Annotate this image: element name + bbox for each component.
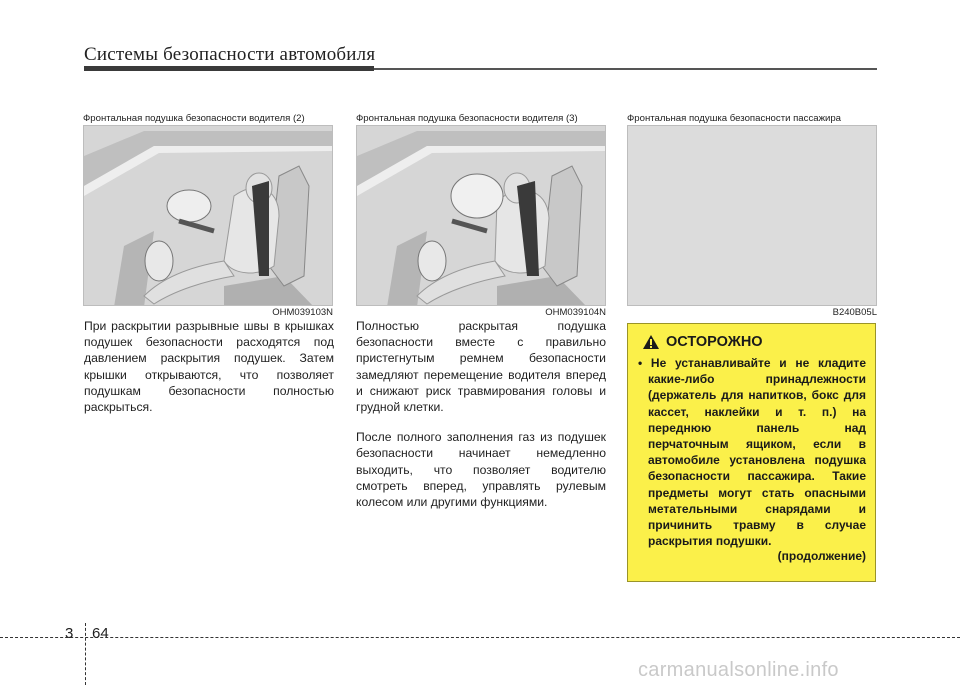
figure-illustration <box>356 125 606 306</box>
warning-body: • Не устанавливайте и не кладите какие-либо принадлежности (держатель для напитков, бокс для кассет, наклейки и т. п.) на переднюю панель над перчаточным ящиком, если в автомобиле установлена подушка безопасности пассажира. Такие предметы могут стать опасными метательными снарядами и причинить травму в случае раскрытия подушки. <box>638 356 866 549</box>
header-rule-thick <box>84 66 374 71</box>
figure-driver-airbag-3 <box>356 112 606 319</box>
watermark: carmanualsonline.info <box>638 659 839 681</box>
figure-passenger-airbag <box>627 112 877 319</box>
warning-triangle-icon <box>642 334 660 350</box>
figure-illustration <box>627 125 877 306</box>
section-title: Системы безопасности автомобиля <box>84 44 376 65</box>
chapter-number: 3 <box>65 625 74 642</box>
footer-rule-horizontal <box>0 637 960 638</box>
paragraph: Полностью раскрытая подушка безопасности вместе с правильно пристегнутым ремнем безопасности замедляют перемещение водителя вперед и снижают риск травмирования головы и грудной клетки. <box>356 319 606 415</box>
figure-caption: Фронтальная подушка безопасности пассажира <box>627 113 842 124</box>
column-2-text <box>356 318 606 524</box>
column-1-text <box>84 318 334 429</box>
warning-title: ОСТОРОЖНО <box>666 334 763 350</box>
figure-code: OHM039103N <box>272 307 333 318</box>
figure-code: B240B05L <box>832 307 877 318</box>
page-number: 64 <box>92 625 109 642</box>
warning-box <box>627 323 876 582</box>
figure-caption: Фронтальная подушка безопасности водителя (2) <box>83 113 305 124</box>
figure-driver-airbag-2 <box>83 112 333 319</box>
warning-header <box>642 334 866 350</box>
figure-code: OHM039104N <box>545 307 606 318</box>
paragraph: После полного заполнения газ из подушек безопасности начинает немедленно выходить, что позволяет водителю смотреть вперед, управлять рулевым колесом или другими функциями. <box>356 430 606 510</box>
header-rule-thin <box>374 68 877 70</box>
figure-illustration <box>83 125 333 306</box>
figure-caption: Фронтальная подушка безопасности водителя (3) <box>356 113 578 124</box>
footer-rule-vertical <box>85 623 86 685</box>
paragraph: При раскрытии разрывные швы в крышках подушек безопасности расходятся под давлением раскрытия подушек. Затем крышки открываются, что позволяет подушкам безопасности полностью раскрыться. <box>84 319 334 415</box>
warning-continued: (продолжение) <box>777 549 866 564</box>
